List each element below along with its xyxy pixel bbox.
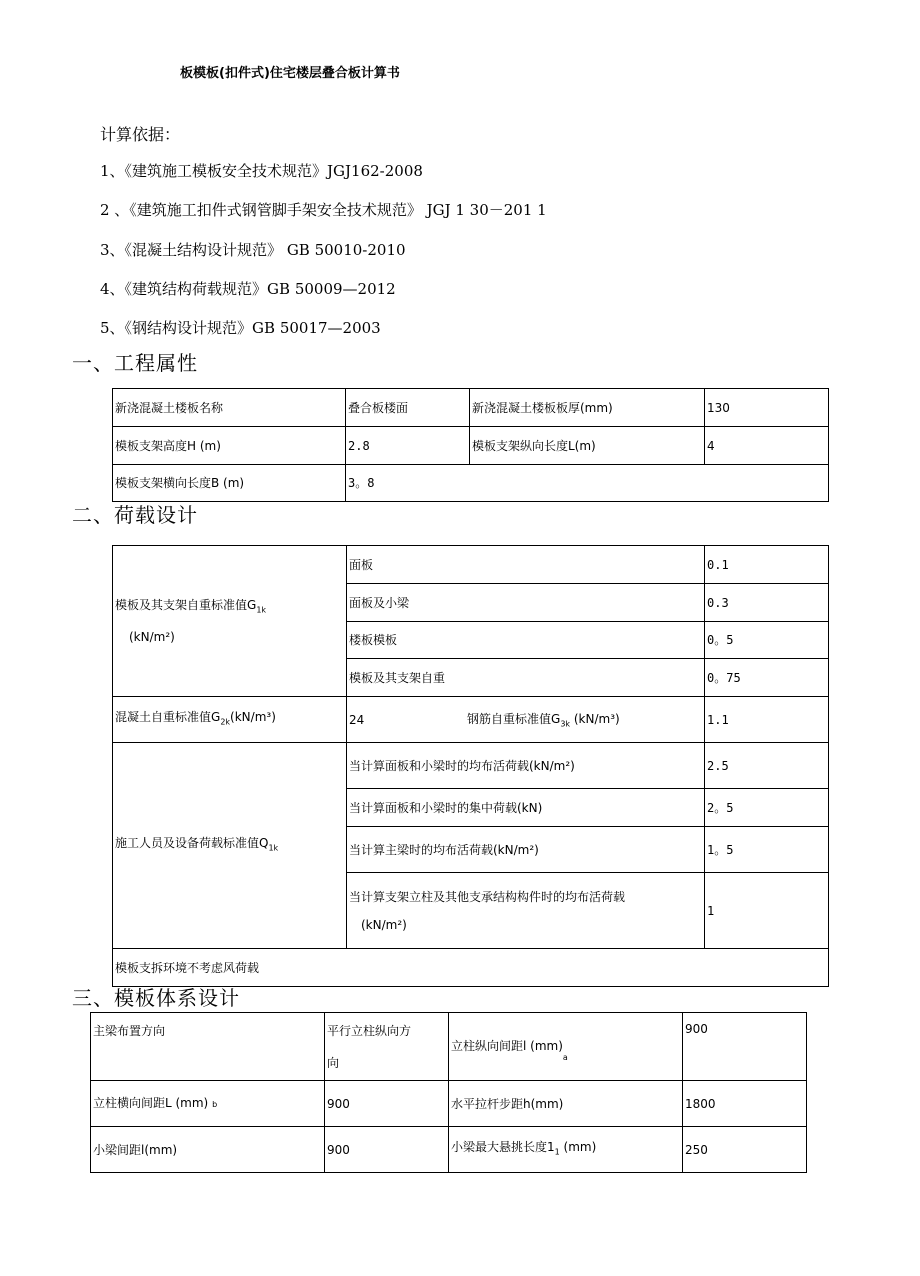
cell-value: 1	[705, 873, 829, 949]
formwork-system-table	[90, 1012, 807, 1173]
cantilever-subscript: 1	[554, 1147, 560, 1157]
col-spacing-label: 立柱纵向间距l (mm)	[451, 1038, 563, 1053]
cell-value: 2.8	[346, 427, 470, 465]
reference-1: 1、《建筑施工模板安全技术规范》JGJ162-2008	[100, 162, 423, 180]
table-row	[91, 1013, 807, 1081]
cell-value: 2。5	[705, 789, 829, 827]
table-row	[113, 465, 829, 502]
cell-value: 900	[325, 1081, 449, 1127]
cell-value: 0.3	[705, 584, 829, 622]
g3-value: 1.1	[705, 697, 829, 743]
table-row	[113, 743, 829, 789]
cell-label	[449, 1013, 683, 1081]
g1-unit: (kN/m²)	[129, 629, 175, 644]
g2-unit: (kN/m³)	[230, 709, 276, 724]
load-design-table	[112, 545, 829, 987]
basis-heading: 计算依据：	[100, 125, 181, 144]
cell-label: 面板	[347, 546, 705, 584]
cell-label: 当计算面板和小梁时的均布活荷载(kN/m²)	[347, 743, 705, 789]
g3-label-wrap	[467, 711, 620, 732]
table-row	[113, 697, 829, 743]
reference-3: 3、《混凝土结构设计规范》 GB 50010-2010	[100, 241, 406, 259]
cell-label	[91, 1081, 325, 1127]
cell-value: 900	[325, 1127, 449, 1173]
table-row	[91, 1127, 807, 1173]
g2-g3-cell	[347, 697, 705, 743]
wind-note: 模板支拆环境不考虑风荷载	[113, 949, 829, 987]
reference-5: 5、《钢结构设计规范》GB 50017—2003	[100, 319, 381, 337]
q1-last-unit: (kN/m²)	[361, 917, 407, 932]
cell-label: 小梁间距l(mm)	[91, 1127, 325, 1173]
cell-label: 新浇混凝土楼板板厚(mm)	[470, 389, 705, 427]
section-heading-3: 三、模板体系设计	[72, 986, 240, 1010]
cantilever-unit: (mm)	[559, 1139, 597, 1154]
q1-last-label: 当计算支架立柱及其他支承结构构件时的均布活荷载	[349, 889, 626, 904]
cell-label: 当计算面板和小梁时的集中荷载(kN)	[347, 789, 705, 827]
section-heading-1: 一、工程属性	[72, 351, 198, 375]
g1-subscript: 1k	[256, 605, 267, 615]
cell-value: 900	[683, 1013, 807, 1081]
cell-value: 1。5	[705, 827, 829, 873]
cell-label: 水平拉杆步距h(mm)	[449, 1081, 683, 1127]
cell-value: 0。5	[705, 622, 829, 659]
cell-value	[325, 1013, 449, 1081]
g3-subscript: 3k	[560, 719, 571, 729]
reference-4: 4、《建筑结构荷载规范》GB 50009—2012	[100, 280, 396, 298]
cell-label: 模板支架纵向长度L(m)	[470, 427, 705, 465]
q1-subscript: 1k	[268, 843, 279, 853]
q1-label: 施工人员及设备荷载标准值Q	[115, 835, 269, 850]
q1-last-cell	[347, 873, 705, 949]
direction-line-2: 向	[327, 1056, 340, 1070]
cell-value: 0。75	[705, 659, 829, 697]
table-row	[113, 949, 829, 987]
g3-unit: (kN/m³)	[573, 712, 620, 726]
cell-label	[449, 1127, 683, 1173]
col-spacing-subscript: a	[562, 1052, 568, 1062]
cell-label: 模板及其支架自重	[347, 659, 705, 697]
section-heading-2: 二、荷载设计	[72, 503, 198, 527]
cell-value: 250	[683, 1127, 807, 1173]
row-spacing-label: 立柱横向间距L (mm)	[93, 1095, 209, 1110]
direction-line-1: 平行立柱纵向方	[327, 1024, 412, 1038]
g1-label: 模板及其支架自重标准值G	[115, 598, 257, 613]
g2-subscript: 2k	[220, 717, 231, 727]
cell-value: 130	[705, 389, 829, 427]
reference-2: 2 、《建筑施工扣件式钢管脚手架安全技术规范》 JGJ 1 30－201 1	[100, 201, 547, 219]
document-title: 板模板(扣件式)住宅楼层叠合板计算书	[180, 66, 400, 81]
cantilever-label: 小梁最大悬挑长度1	[451, 1139, 555, 1154]
g3-label: 钢筋自重标准值G	[467, 712, 561, 726]
cell-label: 楼板模板	[347, 622, 705, 659]
q1-label-cell	[113, 743, 347, 949]
g2-label-cell	[113, 697, 347, 743]
project-properties-table	[112, 388, 829, 502]
cell-label: 当计算主梁时的均布活荷载(kN/m²)	[347, 827, 705, 873]
cell-label: 面板及小梁	[347, 584, 705, 622]
row-spacing-subscript: b	[212, 1099, 218, 1109]
cell-value: 叠合板楼面	[346, 389, 470, 427]
cell-value: 3。8	[346, 465, 829, 502]
cell-label: 新浇混凝土楼板名称	[113, 389, 346, 427]
table-row	[91, 1081, 807, 1127]
g2-label: 混凝土自重标准值G	[115, 709, 221, 724]
g2-value: 24	[349, 712, 365, 727]
cell-value: 2.5	[705, 743, 829, 789]
cell-label: 模板支架高度H (m)	[113, 427, 346, 465]
cell-value: 4	[705, 427, 829, 465]
table-row	[113, 389, 829, 427]
cell-label: 模板支架横向长度B (m)	[113, 465, 346, 502]
cell-value: 1800	[683, 1081, 807, 1127]
table-row	[113, 546, 829, 584]
g1-label-cell	[113, 546, 347, 697]
cell-value: 0.1	[705, 546, 829, 584]
cell-label: 主梁布置方向	[91, 1013, 325, 1081]
table-row	[113, 427, 829, 465]
